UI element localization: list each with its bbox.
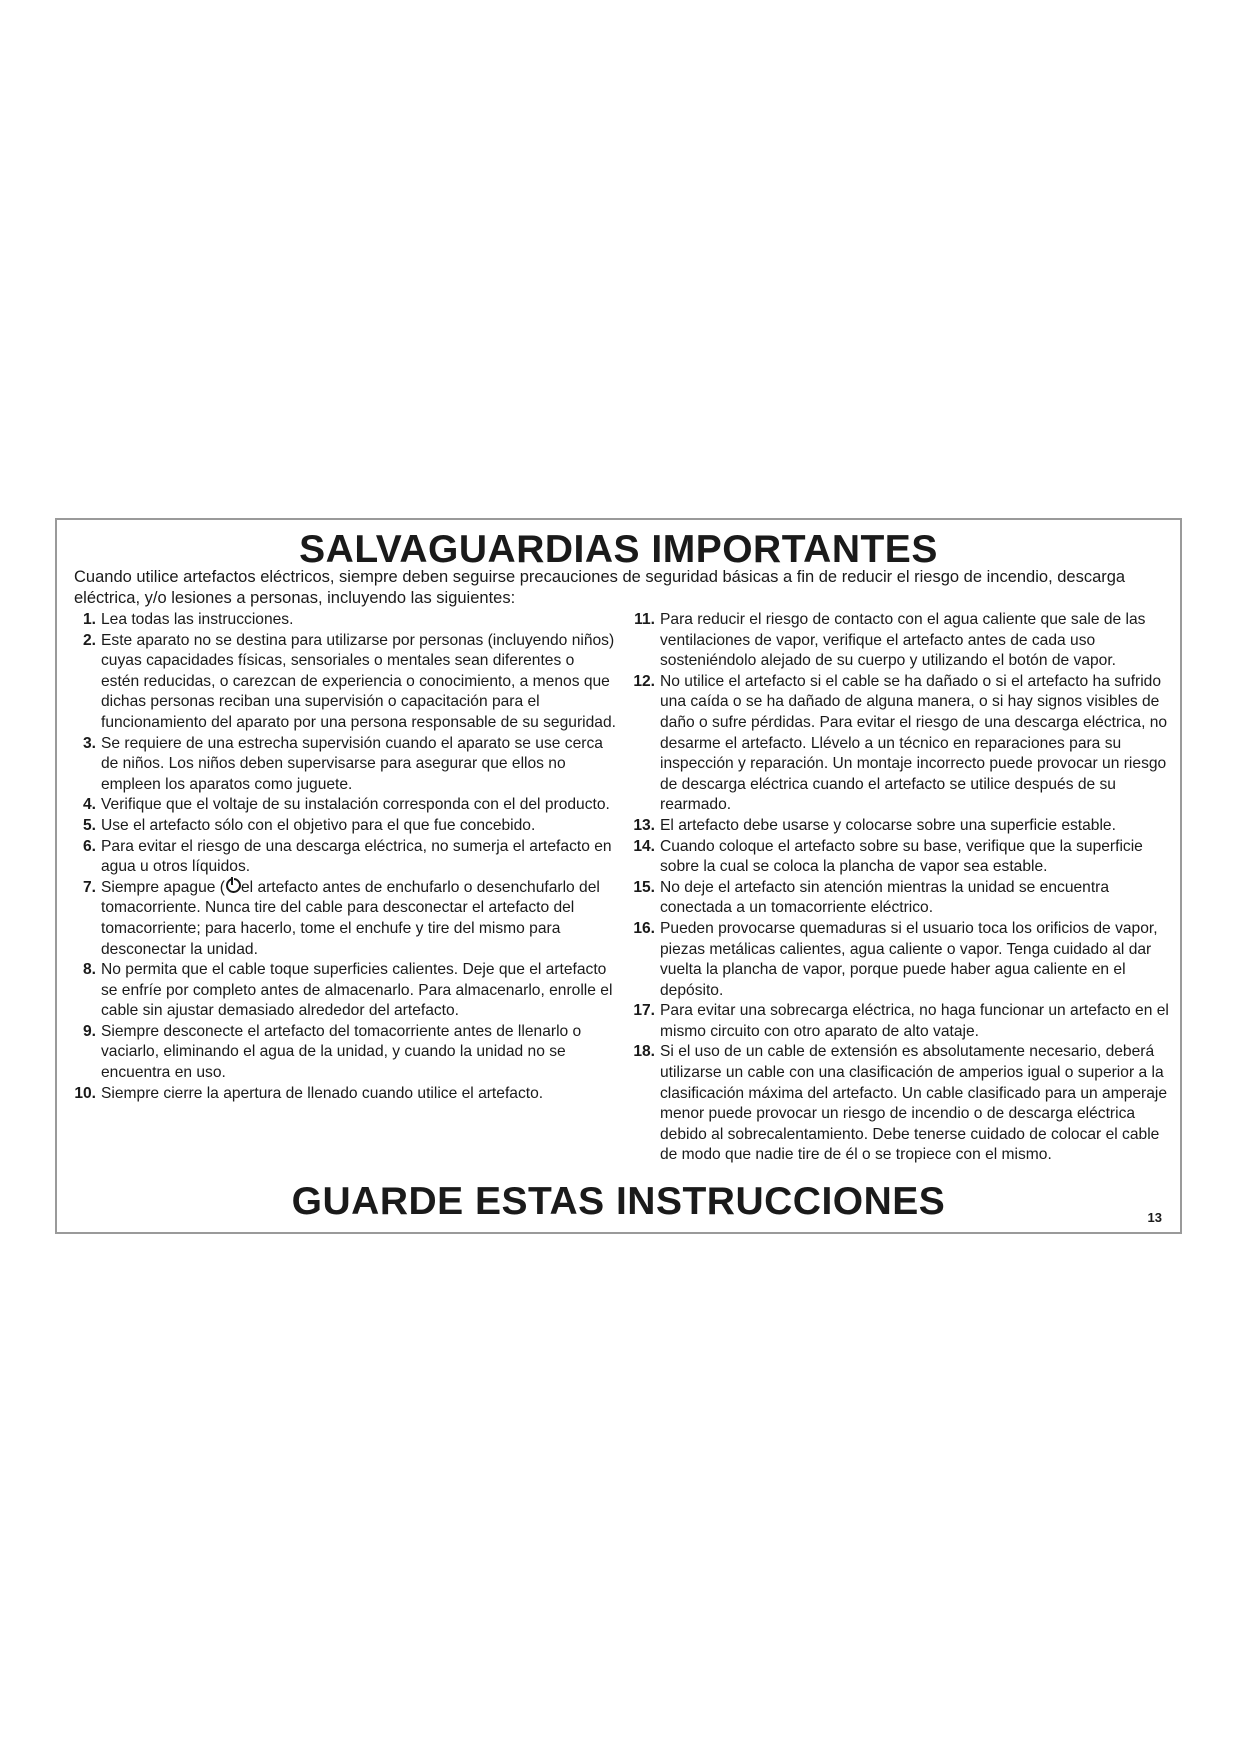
item-number: 8. [82,961,96,979]
list-item [69,816,616,837]
item-text: Siempre cierre la apertura de llenado cuando utilice el artefacto. [101,1084,544,1102]
item-text-start: Siempre apague ( [101,878,225,896]
list-item [628,837,1173,878]
item-text: Use el artefacto sólo con el objetivo para el que fue concebido. [101,816,536,834]
item-text-end: el artefacto antes de enchufarlo o desenchufarlo del tomacorriente. Nunca tire del cable para desconectar el artefacto del tomacorriente; para hacerlo, tome el enchufe y tire del mismo para desconectar la unidad. [101,878,600,958]
item-number: 3. [82,734,96,752]
item-number: 9. [82,1022,96,1040]
item-number: 15. [633,878,655,896]
list-item [69,1022,616,1084]
item-number: 13. [633,816,655,834]
list-item [69,795,616,816]
item-text: Para evitar una sobrecarga eléctrica, no haga funcionar un artefacto en el mismo circuito con otro aparato de alto vataje. [660,1002,1169,1040]
item-text: Este aparato no se destina para utilizarse por personas (incluyendo niños) cuyas capacidades físicas, sensoriales o mentales sean diferentes o estén reducidas, o carezcan de experiencia o conocimiento, a menos que dichas personas reciban una supervisión o capacitación para el funcionamiento del aparato por una persona responsable de su seguridad. [101,631,616,731]
item-text: Siempre desconecte el artefacto del tomacorriente antes de llenarlo o vaciarlo, eliminando el agua de la unidad, y cuando la unidad no se encuentra en uso. [101,1022,582,1082]
item-text: El artefacto debe usarse y colocarse sobre una superficie estable. [660,816,1116,834]
item-text: Para reducir el riesgo de contacto con el agua caliente que sale de las ventilaciones de vapor, verifique el artefacto antes de cada uso sosteniéndolo alejado de su cuerpo y utilizando el botón de vapor. [660,611,1146,670]
item-number: 17. [633,1002,655,1020]
list-item [628,672,1173,816]
item-text: Lea todas las instrucciones. [101,611,294,628]
item-number: 10. [74,1084,96,1102]
item-number: 2. [82,631,96,649]
list-item [628,878,1173,919]
item-text: No deje el artefacto sin atención mientras la unidad se encuentra conectada a un tomacorriente eléctrico. [660,878,1110,917]
item-text: No permita que el cable toque superficies calientes. Deje que el artefacto se enfríe por completo antes de almacenarlo. Para almacenarlo, enrolle el cable sin ajustar demasiado alrededor del artefacto. [101,961,613,1020]
item-number: 18. [633,1043,655,1061]
page-title: SALVAGUARDIAS IMPORTANTES [299,528,938,571]
item-text: Pueden provocarse quemaduras si el usuario toca los orificios de vapor, piezas metálicas calientes, agua caliente o vapor. Tenga cuidado al dar vuelta la plancha de vapor, porque puede haber agua caliente en el depósito. [660,919,1158,999]
list-item [69,1084,616,1105]
item-number: 12. [633,672,655,690]
page-number: 13 [1147,1210,1162,1225]
list-item [69,837,616,878]
item-number: 5. [82,816,96,834]
item-number: 7. [82,878,96,896]
list-item [69,610,616,631]
list-item [628,610,1173,672]
intro-paragraph: Cuando utilice artefactos eléctricos, siempre deben seguirse precauciones de seguridad básicas a fin de reducir el riesgo de incendio, descarga eléctrica, y/o lesiones a personas, incluyendo las siguientes: [74,568,1126,607]
list-item [628,919,1173,1001]
safeguards-panel [55,518,1182,1234]
instructions-column-left [69,610,616,1104]
footer-title: GUARDE ESTAS INSTRUCCIONES [291,1180,946,1223]
item-number: 6. [82,837,96,855]
item-text: Se requiere de una estrecha supervisión cuando el aparato se use cerca de niños. Los niños deben supervisarse para asegurar que ellos no empleen los aparatos como juguete. [101,734,603,793]
list-item [69,734,616,796]
list-item [628,1001,1173,1042]
list-item [69,960,616,1022]
list-item [69,878,616,960]
item-text: Si el uso de un cable de extensión es absolutamente necesario, deberá utilizarse un cable con una clasificación de amperios igual o superior a la clasificación máxima del artefacto. Un cable clasificado para un amperaje menor puede provocar un riesgo de incendio o de descarga eléctrica debido al sobrecalentamiento. Debe tenerse cuidado de colocar el cable de modo que nadie tire de él o se tropiece con el mismo. [660,1043,1168,1164]
item-text: Para evitar el riesgo de una descarga eléctrica, no sumerja el artefacto en agua u otros líquidos. [101,837,612,876]
list-item [628,1042,1173,1166]
list-item [628,816,1173,837]
item-text: Verifique que el voltaje de su instalación corresponda con el del producto. [101,796,610,814]
item-number: 11. [634,611,655,628]
item-number: 16. [633,919,655,937]
list-item [69,631,616,734]
item-number: 1. [82,611,96,628]
item-text: Cuando coloque el artefacto sobre su base, verifique que la superficie sobre la cual se coloca la plancha de vapor sea estable. [660,837,1143,876]
power-icon [226,878,241,893]
item-text: No utilice el artefacto si el cable se ha dañado o si el artefacto ha sufrido una caída o se ha dañado de alguna manera, o si hay signos visibles de daño o sufre pérdidas. Para evitar el riesgo de una descarga eléctrica, no desarme el artefacto. Llévelo a un técnico en reparaciones para su inspección y reparación. Un montaje incorrecto puede provocar un riesgo de descarga eléctrica cuando el artefacto se utilice después de su rearmado. [660,672,1168,814]
item-number: 14. [633,837,655,855]
item-number: 4. [82,796,96,814]
instructions-column-right [628,610,1173,1166]
